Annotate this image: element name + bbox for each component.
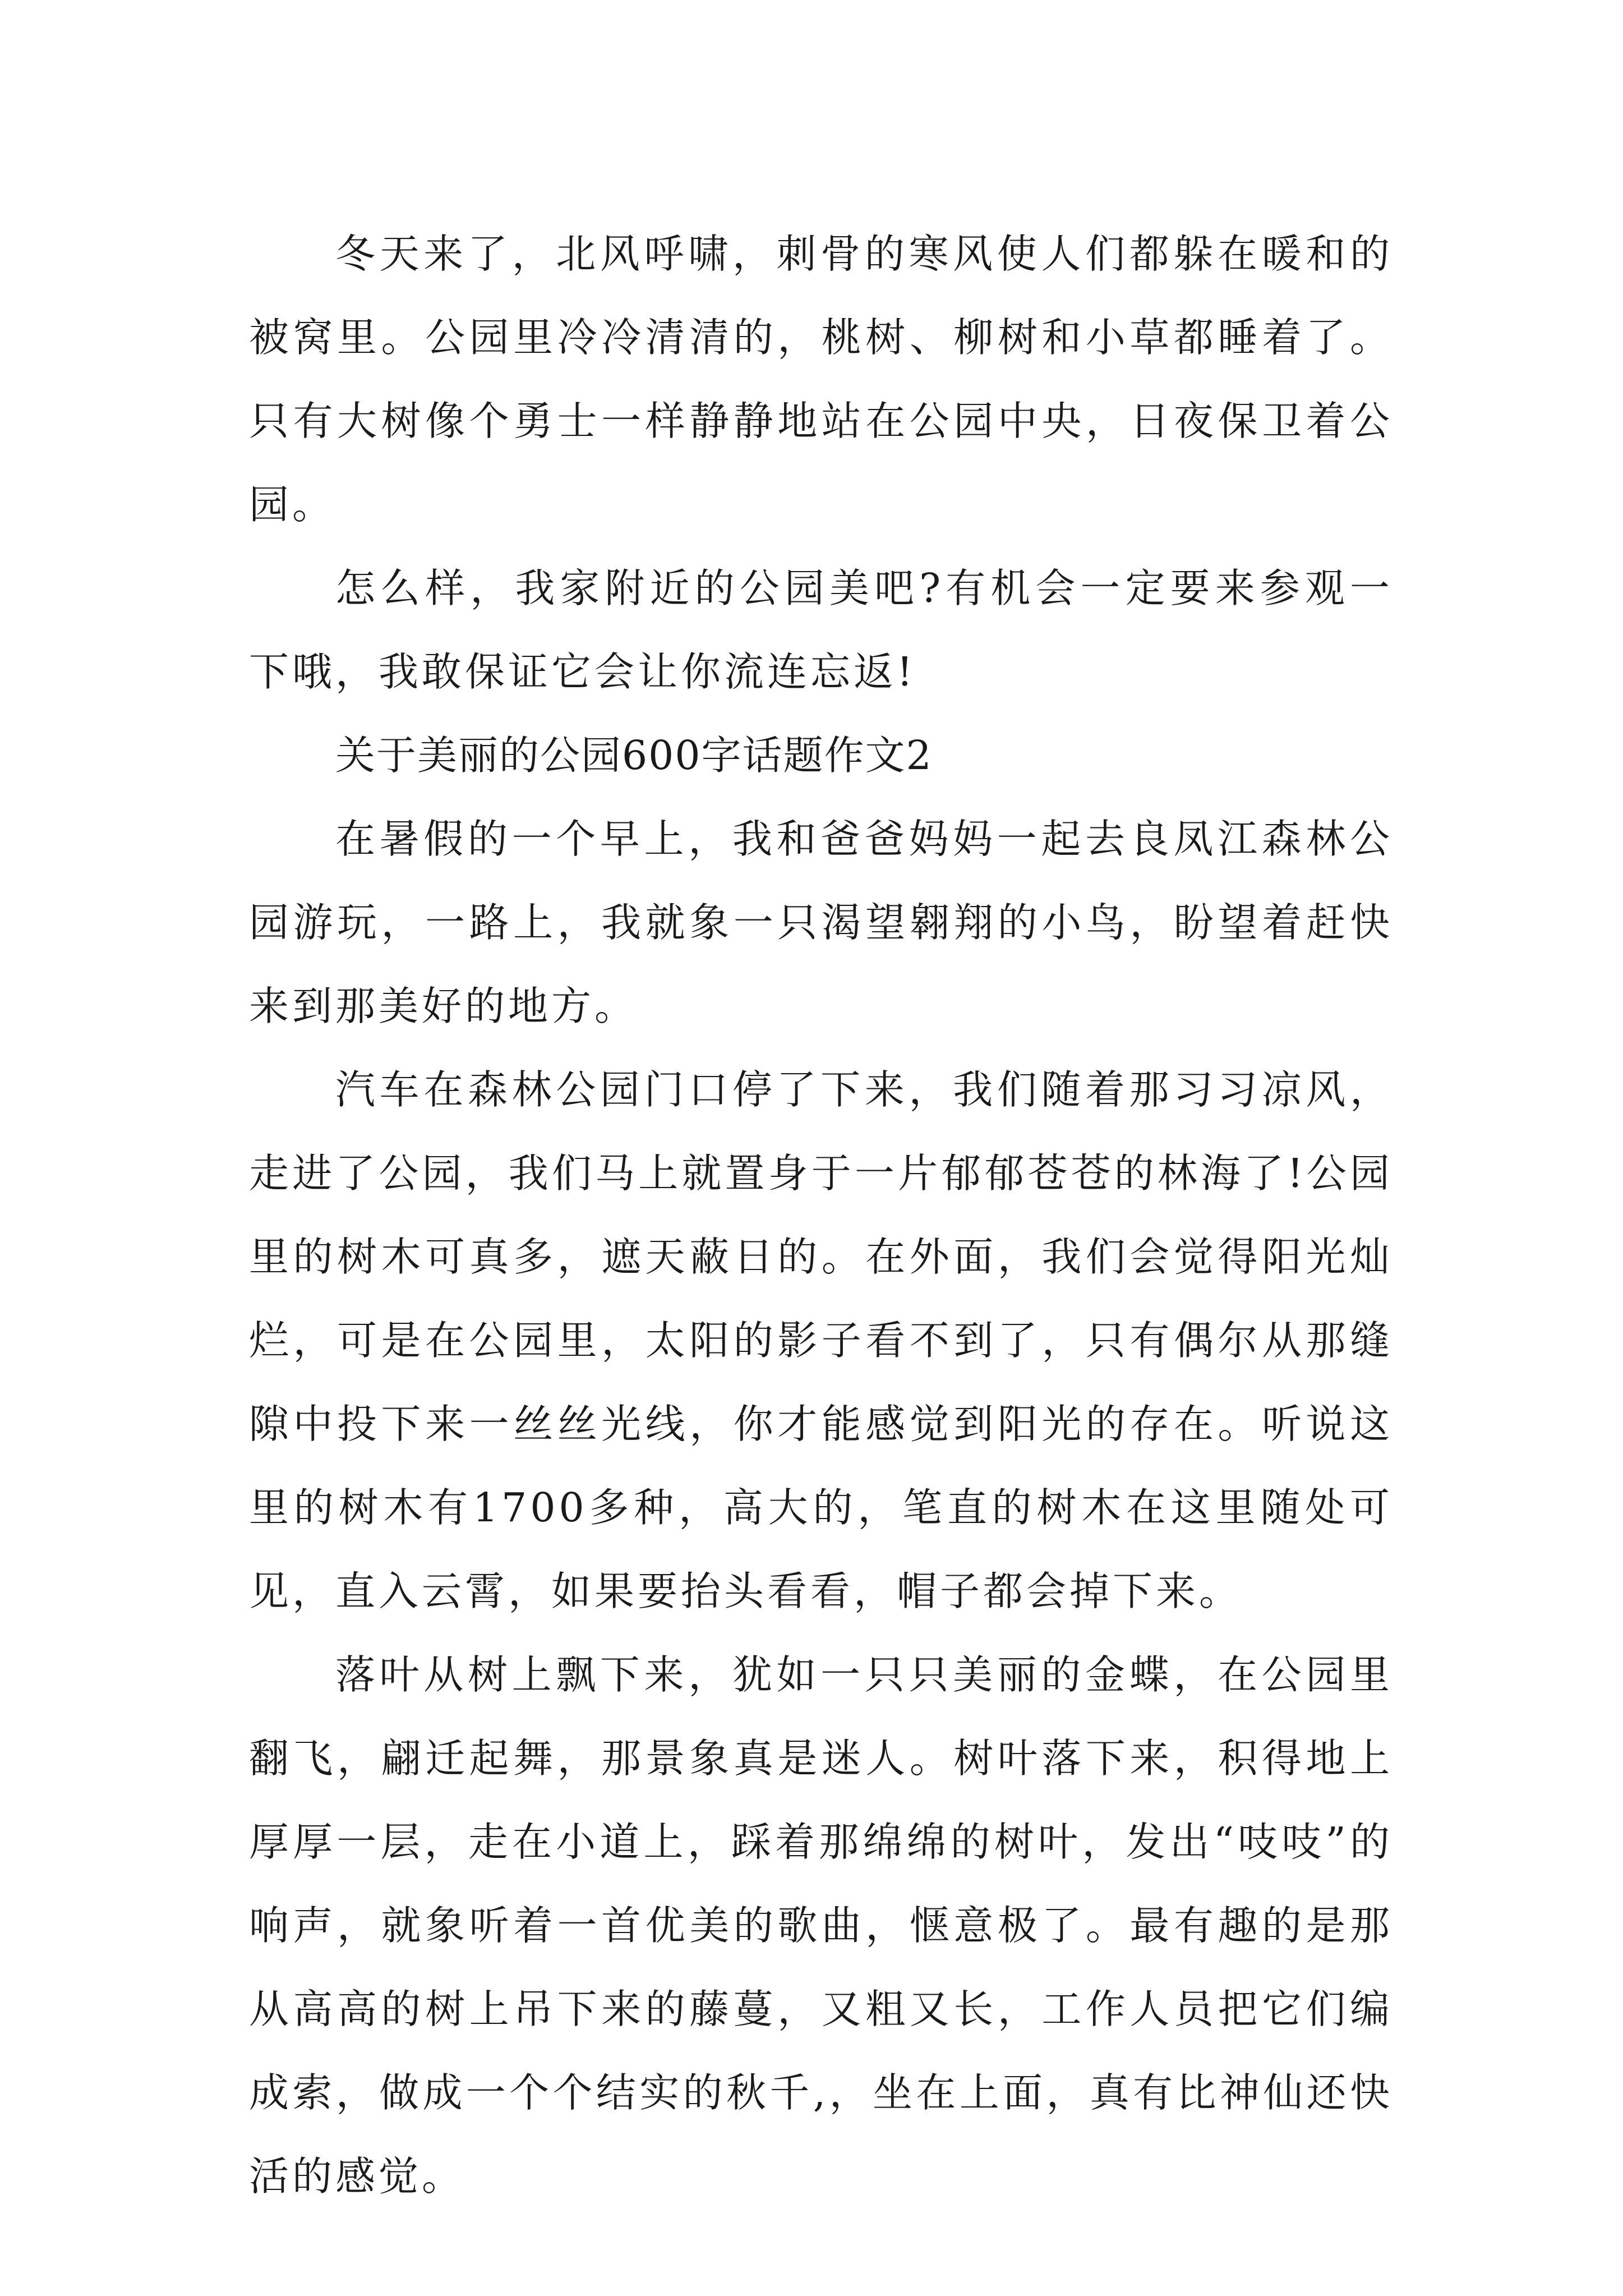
paragraph-falling-leaves: 落叶从树上飘下来，犹如一只只美丽的金蝶，在公园里翻飞，翩迁起舞，那景象真是迷人。树叶落下来，积得地上厚厚一层，走在小道上，踩着那绵绵的树叶，发出“吱吱”的响声，就象听着一首优美的歌曲，惬意极了。最有趣的是那从高高的树上吊下来的藤蔓，又粗又长，工作人员把它们编成索，做成一个个结实的秋千,，坐在上面，真有比神仙还快活的感觉。 bbox=[249, 1651, 1393, 2200]
paragraph-invitation: 怎么样，我家附近的公园美吧?有机会一定要来参观一下哦，我敢保证它会让你流连忘返! bbox=[249, 565, 1393, 695]
essay-title: 关于美丽的公园600字话题作文2 bbox=[335, 732, 933, 779]
document-body bbox=[249, 212, 1393, 2218]
paragraph-summer-morning: 在暑假的一个早上，我和爸爸妈妈一起去良凤江森林公园游玩，一路上，我就象一只渴望翱翔的小鸟，盼望着赶快来到那美好的地方。 bbox=[249, 816, 1393, 1029]
paragraph-forest-entrance: 汽车在森林公园门口停了下来，我们随着那习习凉风，走进了公园，我们马上就置身于一片郁郁苍苍的林海了!公园里的树木可真多，遮天蔽日的。在外面，我们会觉得阳光灿烂，可是在公园里，太阳的影子看不到了，只有偶尔从那缝隙中投下来一丝丝光线，你才能感觉到阳光的存在。听说这里的树木有1700多种，高大的，笔直的树木在这里随处可见，直入云霄，如果要抬头看看，帽子都会掉下来。 bbox=[249, 1066, 1393, 1614]
paragraph-winter: 冬天来了，北风呼啸，刺骨的寒风使人们都躲在暖和的被窝里。公园里冷冷清清的，桃树、柳树和小草都睡着了。只有大树像个勇士一样静静地站在公园中央，日夜保卫着公园。 bbox=[249, 231, 1393, 528]
